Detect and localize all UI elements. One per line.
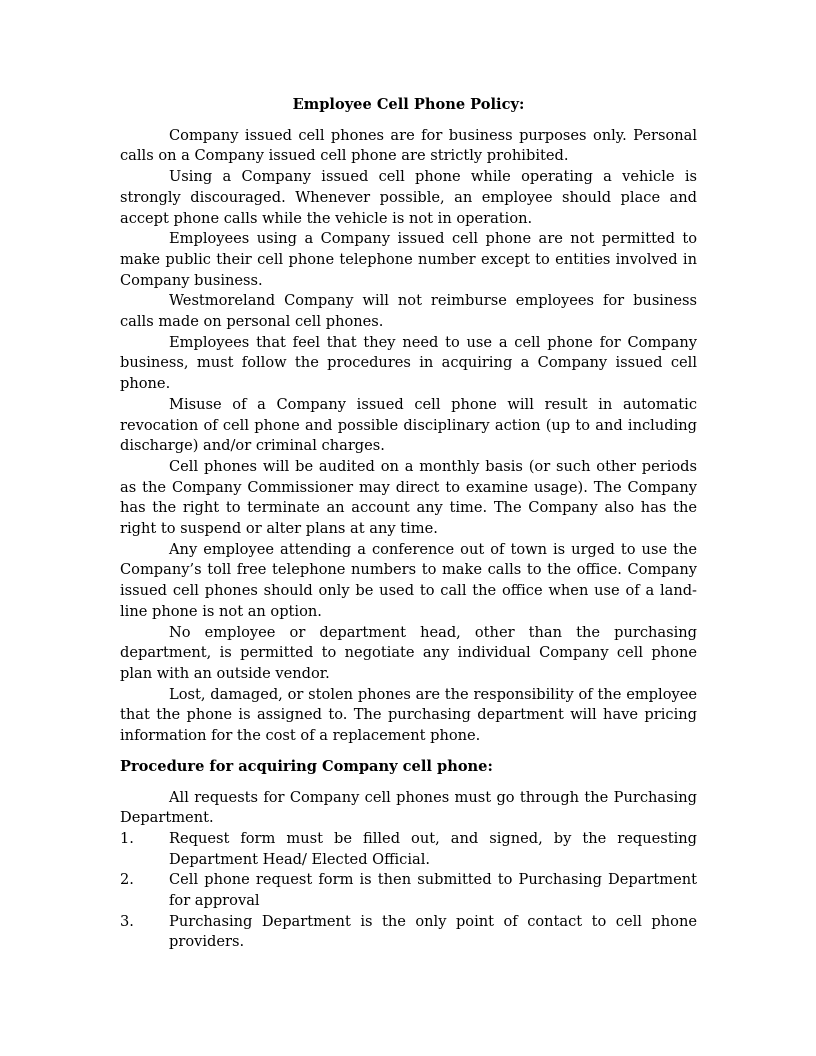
policy-paragraph: Westmoreland Company will not reimburse employees for business calls made on personal cell phones. [120,292,697,331]
policy-paragraph: Lost, damaged, or stolen phones are the responsibility of the employee that the phone is assigned to. The purchasing department will have pricing information for the cost of a replacement phone. [120,685,697,745]
policy-paragraph: Company issued cell phones are for business purposes only. Personal calls on a Company issued cell phone are strictly prohibited. [120,126,697,165]
procedure-steps [120,829,697,953]
step-text: Request form must be filled out, and signed, by the requesting Department Head/ Elected Official. [169,829,697,868]
procedure-step [120,912,697,953]
policy-paragraph: Employees using a Company issued cell phone are not permitted to make public their cell phone telephone number except to entities involved in Company business. [120,230,697,289]
step-text: Purchasing Department is the only point of contact to cell phone providers. [169,912,697,951]
document-page [120,95,697,953]
policy-paragraph: Misuse of a Company issued cell phone will result in automatic revocation of cell phone and possible disciplinary action (up to and including discharge) and/or criminal charges. [120,395,697,455]
procedure-intro: All requests for Company cell phones must go through the Purchasing Department. [120,788,697,827]
document-title: Employee Cell Phone Policy: [292,96,525,113]
step-number: 3. [120,912,134,930]
step-number: 1. [120,829,134,847]
policy-paragraph: Using a Company issued cell phone while operating a vehicle is strongly discouraged. Whenever possible, an employee should place and accept phone calls while the vehicle is not in operation. [120,168,697,227]
policy-paragraph: Employees that feel that they need to use a cell phone for Company business, must follow the procedures in acquiring a Company issued cell phone. [120,333,697,393]
procedure-step [120,870,697,911]
step-number: 2. [120,871,134,889]
policy-paragraph: Cell phones will be audited on a monthly basis (or such other periods as the Company Commissioner may direct to examine usage). The Company has the right to terminate an account any time. The Company also has the right to suspend or alter plans at any time. [120,457,697,538]
step-text: Cell phone request form is then submitted to Purchasing Department for approval [169,871,697,910]
procedure-heading: Procedure for acquiring Company cell phone: [120,757,493,775]
policy-paragraph: Any employee attending a conference out of town is urged to use the Company’s toll free telephone numbers to make calls to the office. Company issued cell phones should only be used to call the office when use of a land-line phone is not an option. [120,540,697,620]
policy-paragraph: No employee or department head, other than the purchasing department, is permitted to negotiate any individual Company cell phone plan with an outside vendor. [120,623,697,682]
procedure-step [120,829,697,870]
